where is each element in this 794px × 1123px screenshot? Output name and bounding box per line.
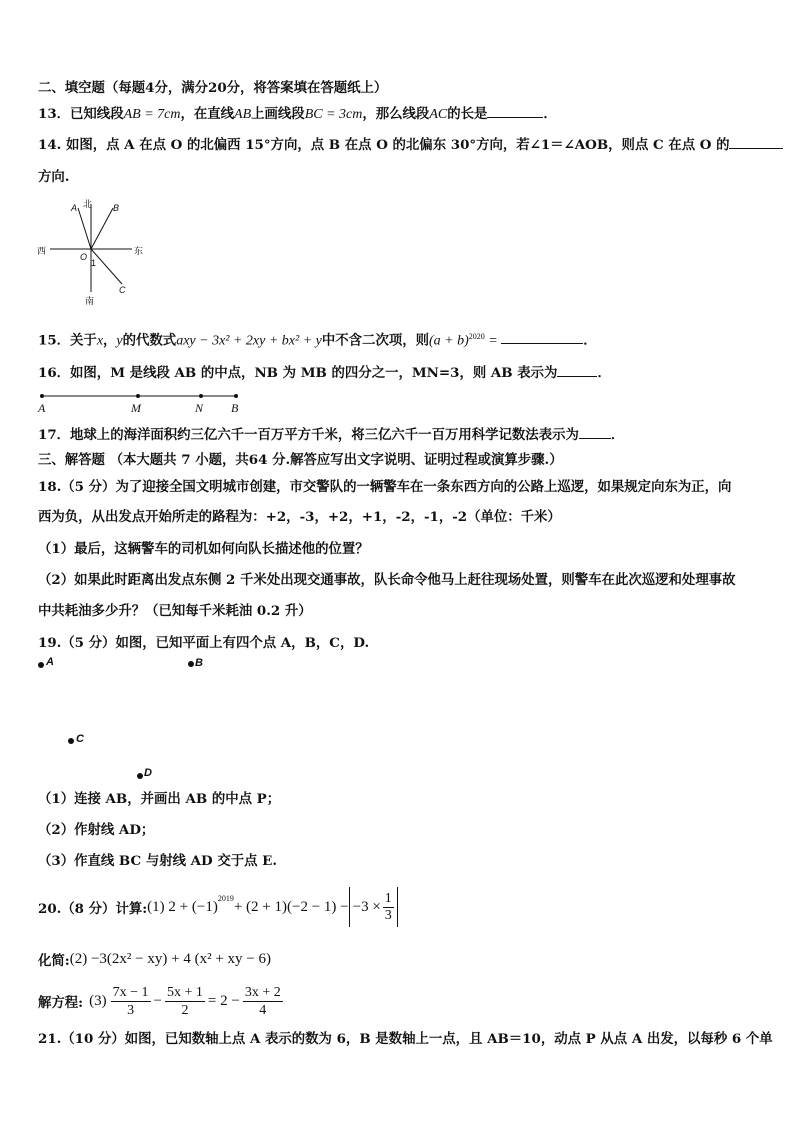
q20-frac-c — [243, 984, 283, 1019]
point-d-dot — [137, 773, 143, 779]
fig-label-a: A — [71, 203, 78, 213]
fig-label-b: B — [113, 203, 120, 213]
question-17 — [38, 426, 624, 444]
q15-pre: 15．关于 — [38, 332, 97, 349]
point-d-label: D — [144, 767, 152, 779]
q20-frac-c-num: 3x + 2 — [244, 984, 281, 1000]
point-a-dot — [38, 662, 44, 668]
q15-mid: 的代数式 — [122, 332, 177, 349]
q15-y: y — [116, 333, 123, 349]
question-19-sub3: （3）作直线 BC 与射线 AD 交于点 E. — [38, 853, 278, 869]
fig-south: 南 — [85, 296, 95, 306]
q20-frac-a-den: 3 — [127, 1002, 135, 1018]
point-a-label: A — [46, 656, 54, 668]
q20-label3: 解方程: — [38, 994, 84, 1011]
q13-mid3: ，那么线段 — [362, 106, 430, 122]
question-13 — [38, 105, 557, 124]
q15-exponent: 2020 — [468, 332, 485, 341]
q20-frac1 — [383, 891, 394, 924]
q20-label2: 化简: — [38, 952, 70, 969]
point-b-label: B — [195, 657, 203, 669]
q20-frac-a — [111, 984, 151, 1019]
q20-frac-b-num: 5x + 1 — [167, 984, 203, 1000]
q20-expr1a: (1) 2 + (−1) — [147, 898, 218, 915]
question-19-sub1: （1）连接 AB，并画出 AB 的中点 P； — [38, 791, 281, 807]
q20-frac-b-den: 2 — [181, 1002, 189, 1018]
q13-answer-blank[interactable] — [487, 105, 543, 118]
point-n-mark — [199, 394, 203, 398]
question-20-line1 — [38, 886, 398, 928]
q13-pre: 13．已知线段 — [38, 106, 124, 122]
q14-text: 14. 如图，点 A 在点 O 的北偏西 15°方向，点 B 在点 O 的北偏东 30°方向，若∠1＝∠AOB，则点 C 在点 O 的 — [38, 137, 730, 153]
q13-m1: AB = 7cm — [123, 107, 181, 122]
q20-expr2: (2) −3(2x² − xy) + 4 (x² + xy − 6) — [69, 950, 271, 967]
q15-answer-blank[interactable] — [501, 331, 583, 344]
q20-eq: = 2 − — [207, 992, 240, 1009]
segment-label-a: A — [38, 401, 46, 415]
point-b-mark — [234, 394, 238, 398]
segment-figure — [36, 390, 246, 402]
point-c-label: C — [76, 733, 84, 745]
q16-text: 16．如图，M 是线段 AB 的中点，NB 为 MB 的四分之一，MN=3，则 AB 表示为 — [38, 365, 558, 381]
fig-east: 东 — [134, 246, 144, 256]
question-20-line3 — [38, 982, 283, 1020]
question-19-sub2: （2）作射线 AD； — [38, 822, 155, 838]
q15-sep: ， — [103, 332, 117, 349]
q17-text: 17．地球上的海洋面积约三亿六千一百万平方千米，将三亿六千一百万用科学记数法表示为 — [38, 427, 579, 443]
point-b-dot — [188, 661, 194, 667]
q15-eq: = — [484, 333, 502, 349]
q13-m3: BC = 3cm — [304, 107, 363, 122]
q13-mid: ，在直线 — [180, 106, 235, 122]
fig-angle-1: 1 — [91, 258, 97, 268]
q20-expr1b: + (2 + 1)(−2 − 1) − — [233, 898, 349, 915]
q13-post: 的长是 — [447, 106, 488, 122]
segment-label-n: N — [195, 401, 204, 415]
q16-answer-blank[interactable] — [557, 364, 597, 377]
ray-oa — [78, 208, 91, 249]
q17-end: ． — [610, 427, 625, 443]
fig-label-o: O — [80, 252, 88, 262]
question-19-intro: 19.（5 分）如图，已知平面上有四个点 A，B，C，D. — [38, 635, 370, 651]
point-m-mark — [136, 394, 140, 398]
q16-end: ． — [597, 365, 611, 381]
question-18-sub2a: （2）如果此时距离出发点东侧 2 千米处出现交通事故，队长命令他马上赶往现场处置，则警车在此次巡逻和处理事故 — [38, 572, 736, 588]
question-15 — [38, 328, 597, 350]
question-14-line1 — [38, 136, 783, 154]
question-20-line2 — [38, 947, 271, 971]
question-18-line2: 西为负，从出发点开始所走的路程为：+2，-3，+2，+1，-2，-1，-2（单位：千米） — [38, 509, 561, 525]
fig-north: 北 — [83, 199, 93, 209]
q20-exp1: 2019 — [217, 894, 234, 903]
q20-frac1-den: 3 — [384, 907, 392, 923]
q15-x: x — [96, 333, 104, 349]
q20-frac-b — [165, 984, 205, 1019]
q20-frac-c-den: 4 — [259, 1002, 267, 1018]
q13-m4: AC — [429, 107, 448, 122]
q13-m2: AB — [234, 107, 252, 122]
q20-frac1-num: 1 — [384, 890, 392, 906]
question-18-sub2b: 中共耗油多少升？（已知每千米耗油 0.2 升） — [38, 603, 312, 619]
point-c-dot — [68, 738, 74, 744]
q15-expr2: (a + b) — [429, 333, 469, 349]
question-18-sub1: （1）最后，这辆警车的司机如何向队长描述他的位置？ — [38, 541, 369, 557]
q15-expr: axy − 3x² + 2xy + bx² + y — [176, 333, 322, 349]
fig-west: 西 — [37, 246, 47, 256]
question-16 — [38, 364, 611, 382]
question-21: 21.（10 分）如图，已知数轴上点 A 表示的数为 6，B 是数轴上一点，且 AB＝10，动点 P 从点 A 出发，以每秒 6 个单 — [38, 1031, 773, 1047]
compass-figure — [36, 194, 166, 306]
question-14-line2: 方向. — [38, 169, 70, 185]
segment-label-m: M — [131, 401, 141, 415]
q20-abs-value — [349, 887, 398, 927]
q17-answer-blank[interactable] — [579, 426, 611, 439]
ray-ob — [91, 208, 113, 249]
q20-abs-inner: −3 × — [352, 898, 381, 915]
q20-frac-a-num: 7x − 1 — [112, 984, 149, 1000]
q13-mid2: 上画线段 — [251, 106, 305, 122]
q13-end: ． — [543, 106, 557, 122]
q20-label1: 20.（8 分）计算: — [38, 900, 148, 917]
fig-label-c: C — [119, 285, 126, 295]
point-a-mark — [40, 394, 44, 398]
segment-label-b: B — [231, 401, 239, 415]
q15-end: ． — [583, 332, 597, 349]
section-2-heading: 二、填空题（每题4分，满分20分，将答案填在答题纸上） — [38, 80, 388, 96]
q20-minus: − — [153, 992, 162, 1009]
q14-answer-blank[interactable] — [729, 136, 783, 149]
q15-mid2: 中不含二次项，则 — [321, 332, 430, 349]
question-18-line1: 18.（5 分）为了迎接全国文明城市创建，市交警队的一辆警车在一条东西方向的公路上巡逻，如果规定向东为正，向 — [38, 479, 732, 495]
q20-expr3-pre: (3) — [89, 992, 107, 1009]
section-3-heading: 三、解答题 （本大题共 7 小题，共64 分.解答应写出文字说明、证明过程或演算步骤.） — [38, 452, 563, 468]
